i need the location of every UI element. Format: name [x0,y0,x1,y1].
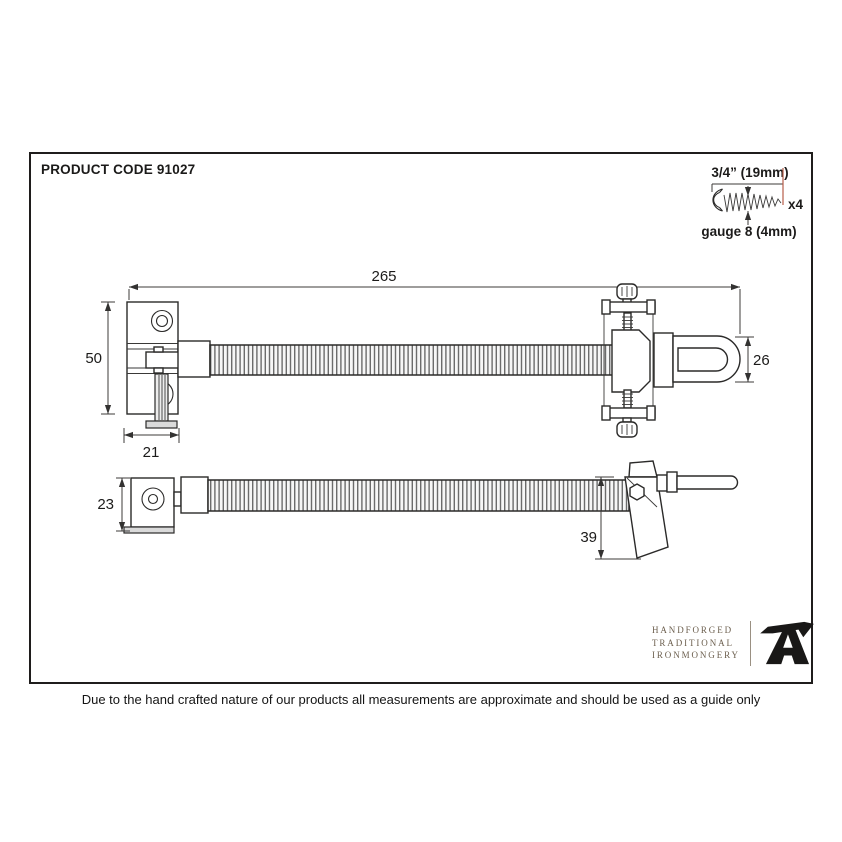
dimension-base-width [124,428,179,461]
keep-block [625,461,738,558]
loop-height-value: 26 [753,352,770,369]
logo-line-1: HANDFORGED [652,625,734,636]
top-view [85,268,769,461]
side-bracket [131,478,174,527]
loop-keep [654,333,740,387]
bracket-height-value: 23 [97,496,114,513]
screw-quantity-label: x4 [788,197,804,212]
bar-connector [178,341,210,377]
dimension-bracket-height [97,478,130,531]
side-connector [181,477,208,513]
clamp-block [612,330,650,392]
handle-rod [677,476,738,489]
dimension-plate-height [85,302,115,414]
logo-divider [750,621,751,666]
brand-logo [652,620,814,666]
screw-icon [713,189,781,212]
screw-gauge-label: gauge 8 (4mm) [701,224,797,239]
screw-detail [701,165,803,239]
disclaimer-text: Due to the hand crafted nature of our products all measurements are approximate and should be used as a guide only [81,692,761,707]
logo-line-3: IRONMONGERY [652,650,740,661]
screw-length-label: 3/4” (19mm) [711,165,789,180]
product-code: PRODUCT CODE 91027 [41,162,196,177]
logo-line-2: TRADITIONAL [652,637,734,648]
side-ribbed-bar [208,480,629,511]
hex-nut [630,484,644,500]
anvil-icon [760,620,814,666]
plate-height-value: 50 [85,350,102,367]
ribbed-bar [210,345,613,375]
brand-logo-text [652,624,740,662]
overall-length-value: 265 [371,268,397,285]
side-view [97,461,737,559]
slider-block [146,352,180,368]
keep-height-value: 39 [580,529,597,546]
base-width-value: 21 [142,444,160,461]
